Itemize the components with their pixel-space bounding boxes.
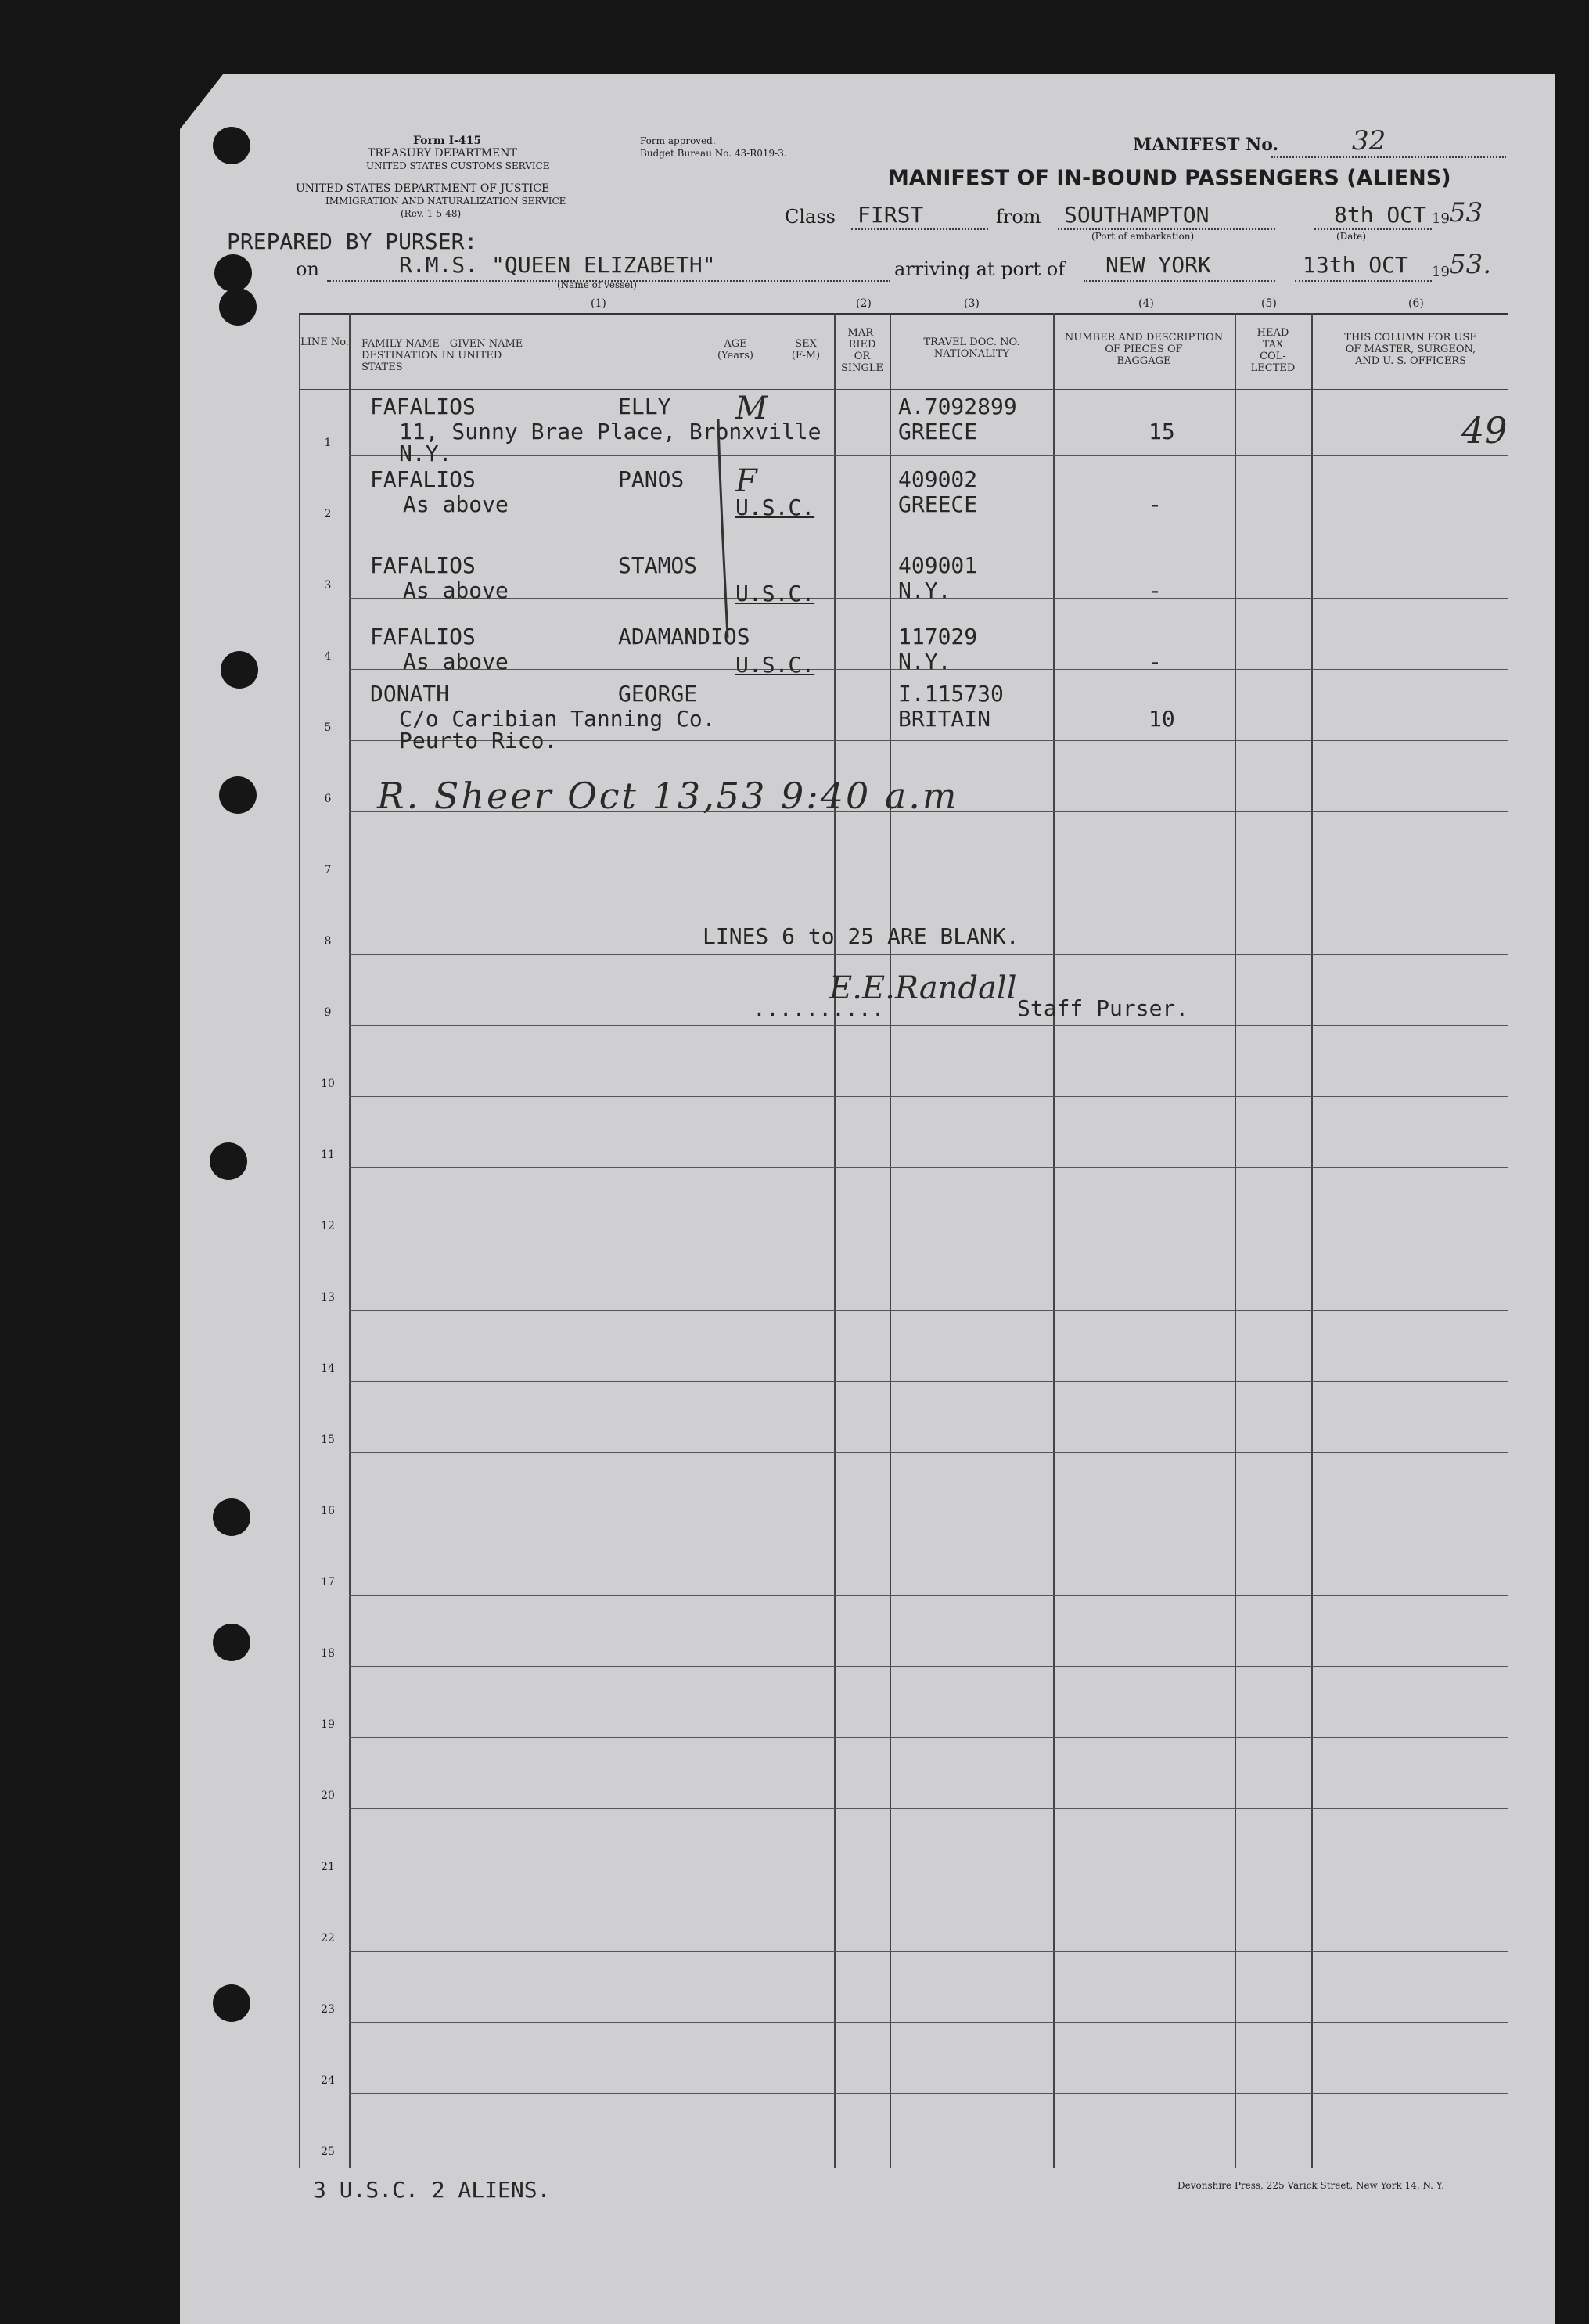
manifest-no-label: MANIFEST No. bbox=[1133, 135, 1279, 155]
arrival-date: 13th OCT bbox=[1303, 252, 1408, 278]
col-divider bbox=[1053, 313, 1055, 2168]
line-number: 3 bbox=[324, 579, 332, 592]
nationality: GREECE bbox=[898, 491, 978, 517]
line-number: 14 bbox=[321, 1362, 335, 1375]
budget-bureau: Budget Bureau No. 43-R019-3. bbox=[640, 148, 787, 159]
col-divider bbox=[1311, 313, 1313, 2168]
col-num: (6) bbox=[1408, 297, 1424, 310]
family-name: FAFALIOS bbox=[370, 466, 476, 492]
class-label: Class bbox=[785, 206, 836, 228]
sex-value: F bbox=[735, 463, 757, 499]
col-num: (2) bbox=[856, 297, 872, 310]
row-divider bbox=[349, 1595, 1508, 1596]
nationality: N.Y. bbox=[898, 577, 951, 603]
row-divider bbox=[349, 954, 1508, 955]
line-number: 5 bbox=[324, 721, 332, 734]
vessel-note: (Name of vessel) bbox=[557, 279, 637, 290]
family-name: FAFALIOS bbox=[370, 394, 476, 419]
punch-hole bbox=[219, 288, 257, 326]
line-number: 22 bbox=[321, 1932, 335, 1944]
line-number: 12 bbox=[321, 1220, 335, 1232]
departure-date: 8th OCT bbox=[1334, 202, 1427, 228]
form-approved: Form approved. bbox=[640, 135, 716, 146]
col-header-age: AGE (Years) bbox=[717, 338, 753, 362]
line-number: 6 bbox=[324, 793, 332, 805]
row-divider bbox=[349, 1381, 1508, 1382]
table-top-border bbox=[299, 313, 1508, 315]
travel-doc: I.115730 bbox=[898, 681, 1004, 707]
citizen-status: U.S.C. bbox=[735, 581, 815, 606]
blank-lines-note: LINES 6 to 25 ARE BLANK. bbox=[703, 923, 1019, 949]
col-header-married: MAR- RIED OR SINGLE bbox=[841, 327, 883, 374]
col-num: (5) bbox=[1261, 297, 1277, 310]
revision: (Rev. 1-5-48) bbox=[401, 208, 462, 219]
row-divider bbox=[349, 455, 1508, 456]
destination: As above bbox=[403, 577, 509, 603]
col-num: (3) bbox=[964, 297, 980, 310]
port-note: (Port of embarkation) bbox=[1091, 231, 1195, 242]
treasury-dept: TREASURY DEPARTMENT bbox=[368, 147, 517, 160]
ins-label: IMMIGRATION AND NATURALIZATION SERVICE bbox=[325, 196, 566, 207]
given-name: PANOS bbox=[618, 466, 685, 492]
row-divider bbox=[349, 1096, 1508, 1097]
col-header-baggage: NUMBER AND DESCRIPTION OF PIECES OF BAGGAGE bbox=[1064, 332, 1224, 367]
year-prefix: 19 bbox=[1432, 264, 1450, 280]
travel-doc: 409002 bbox=[898, 466, 978, 492]
footer-summary: 3 U.S.C. 2 ALIENS. bbox=[313, 2177, 551, 2203]
travel-doc: A.7092899 bbox=[898, 394, 1017, 419]
manifest-title: MANIFEST OF IN-BOUND PASSENGERS (ALIENS) bbox=[888, 166, 1451, 190]
manifest-no-line bbox=[1271, 135, 1506, 158]
handwritten-bracket bbox=[704, 395, 814, 669]
col-num: (1) bbox=[591, 297, 606, 310]
arriving-label: arriving at port of bbox=[894, 258, 1066, 280]
arrival-port: NEW YORK bbox=[1105, 252, 1211, 278]
nationality: GREECE bbox=[898, 419, 978, 444]
officer-note: 49 bbox=[1461, 409, 1508, 451]
punch-hole bbox=[219, 776, 257, 814]
line-number: 13 bbox=[321, 1291, 335, 1304]
given-name: GEORGE bbox=[618, 681, 698, 707]
line-number: 19 bbox=[321, 1718, 335, 1731]
row-divider bbox=[349, 1951, 1508, 1952]
col-header-tax: HEAD TAX COL- LECTED bbox=[1250, 327, 1296, 374]
line-number: 2 bbox=[324, 508, 332, 520]
destination: C/o Caribian Tanning Co. bbox=[399, 706, 716, 732]
from-label: from bbox=[996, 206, 1041, 228]
line-number: 11 bbox=[321, 1149, 335, 1161]
col-header-line: LINE No. bbox=[300, 336, 349, 348]
col-divider bbox=[1235, 313, 1236, 2168]
sex-value: M bbox=[735, 390, 768, 426]
departure-year: 53 bbox=[1449, 197, 1483, 228]
row-divider bbox=[349, 1025, 1508, 1026]
line-number: 1 bbox=[324, 437, 332, 449]
punch-hole bbox=[221, 651, 258, 689]
punch-hole bbox=[214, 254, 252, 292]
given-name: ELLY bbox=[618, 394, 671, 419]
baggage-count: - bbox=[1149, 577, 1162, 603]
table-left-border bbox=[299, 313, 300, 2168]
nationality: BRITAIN bbox=[898, 706, 991, 732]
baggage-count: 10 bbox=[1149, 706, 1175, 732]
arrival-year: 53. bbox=[1449, 249, 1492, 280]
vessel-name: R.M.S. "QUEEN ELIZABETH" bbox=[399, 252, 716, 278]
line-number: 23 bbox=[321, 2003, 335, 2016]
line-number: 20 bbox=[321, 1790, 335, 1802]
row-divider bbox=[349, 1310, 1508, 1311]
family-name: FAFALIOS bbox=[370, 552, 476, 578]
justice-dept: UNITED STATES DEPARTMENT OF JUSTICE bbox=[296, 182, 550, 195]
line-number: 10 bbox=[321, 1077, 335, 1090]
line-number: 7 bbox=[324, 864, 332, 876]
punch-hole bbox=[213, 1624, 250, 1661]
punch-hole bbox=[213, 1498, 250, 1536]
form-number: Form I-415 bbox=[413, 135, 482, 147]
col-header-sex: SEX (F-M) bbox=[791, 338, 821, 362]
baggage-count: - bbox=[1149, 491, 1162, 517]
given-name: STAMOS bbox=[618, 552, 698, 578]
line-number: 4 bbox=[324, 650, 332, 663]
punch-hole bbox=[210, 1142, 247, 1180]
row-divider bbox=[349, 1808, 1508, 1809]
row-divider bbox=[349, 1167, 1508, 1168]
col-header-officers: THIS COLUMN FOR USE OF MASTER, SURGEON, AND U. S. OFFICERS bbox=[1344, 332, 1477, 367]
col-divider bbox=[349, 313, 351, 2168]
purser-signature: E.E.Randall bbox=[829, 970, 1017, 1006]
line-number: 16 bbox=[321, 1505, 335, 1517]
destination: As above bbox=[403, 491, 509, 517]
punch-hole bbox=[213, 1984, 250, 2022]
from-port: SOUTHAMPTON bbox=[1064, 202, 1210, 228]
family-name: FAFALIOS bbox=[370, 624, 476, 649]
citizen-status: U.S.C. bbox=[735, 652, 815, 678]
line-number: 24 bbox=[321, 2074, 335, 2087]
row-divider bbox=[349, 1666, 1508, 1667]
destination: As above bbox=[403, 649, 509, 675]
line-number: 17 bbox=[321, 1576, 335, 1588]
destination-line2: N.Y. bbox=[399, 441, 452, 466]
line-number: 25 bbox=[321, 2146, 335, 2158]
purser-dots: .......... bbox=[753, 995, 885, 1021]
line-number: 9 bbox=[324, 1006, 332, 1019]
travel-doc: 409001 bbox=[898, 552, 978, 578]
printer-imprint: Devonshire Press, 225 Varick Street, New York 14, N. Y. bbox=[1177, 2180, 1445, 2191]
nationality: N.Y. bbox=[898, 649, 951, 675]
given-name: ADAMANDIOS bbox=[618, 624, 750, 649]
baggage-count: 15 bbox=[1149, 419, 1175, 444]
row-divider bbox=[349, 2093, 1508, 2094]
baggage-count: - bbox=[1149, 649, 1162, 675]
row-divider bbox=[349, 1737, 1508, 1738]
purser-title: Staff Purser. bbox=[1017, 995, 1189, 1021]
family-name: DONATH bbox=[370, 681, 450, 707]
punch-hole bbox=[213, 127, 250, 164]
line-number: 21 bbox=[321, 1861, 335, 1873]
col-divider bbox=[890, 313, 891, 2168]
destination-line2: Peurto Rico. bbox=[399, 728, 558, 754]
year-prefix: 19 bbox=[1432, 210, 1450, 227]
col-header-travel: TRAVEL DOC. NO. NATIONALITY bbox=[923, 336, 1020, 360]
line-number: 18 bbox=[321, 1647, 335, 1660]
inspector-signature: R. Sheer Oct 13,53 9:40 a.m bbox=[377, 775, 959, 817]
row-divider bbox=[349, 1452, 1508, 1453]
prepared-by: PREPARED BY PURSER: bbox=[227, 228, 478, 254]
travel-doc: 117029 bbox=[898, 624, 978, 649]
customs-service: UNITED STATES CUSTOMS SERVICE bbox=[366, 160, 550, 171]
row-divider bbox=[349, 2022, 1508, 2023]
manifest-no: 32 bbox=[1352, 125, 1386, 156]
col-divider bbox=[834, 313, 836, 2168]
class-value: FIRST bbox=[857, 202, 924, 228]
on-label: on bbox=[296, 258, 319, 280]
citizen-status: U.S.C. bbox=[735, 495, 815, 520]
col-header-name: FAMILY NAME—GIVEN NAME DESTINATION IN UNITED STATES bbox=[361, 338, 523, 373]
line-number: 15 bbox=[321, 1434, 335, 1446]
line-number: 8 bbox=[324, 935, 332, 948]
date-note: (Date) bbox=[1336, 231, 1367, 242]
destination: 11, Sunny Brae Place, Bronxville bbox=[399, 419, 821, 444]
table-header-border bbox=[299, 389, 1508, 390]
col-num: (4) bbox=[1138, 297, 1154, 310]
